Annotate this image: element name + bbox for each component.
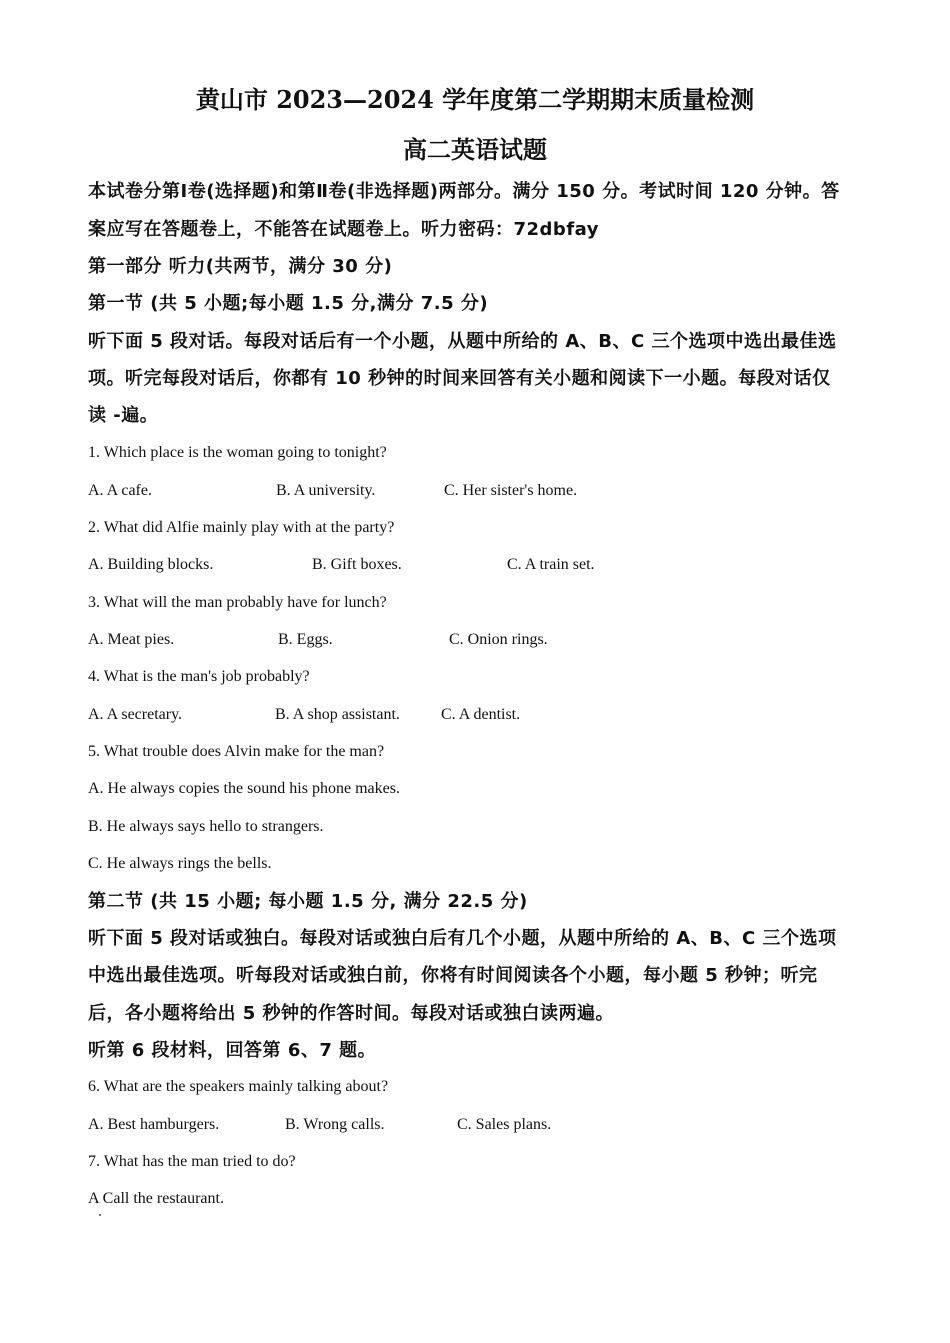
material-6-heading: 听第 6 段材料，回答第 6、7 题。 (88, 1040, 377, 1061)
part1-heading: 第一部分 听力(共两节，满分 30 分) (88, 256, 393, 277)
question-3-option-b: B. Eggs. (278, 631, 333, 648)
question-5-option-b: B. He always says hello to strangers. (88, 818, 324, 835)
question-2-stem: 2. What did Alfie mainly play with at the party? (88, 519, 395, 536)
exam-title: 黄山市 2023—2024 学年度第二学期期末质量检测 (195, 85, 755, 114)
question-4-option-b: B. A shop assistant. (275, 706, 400, 723)
question-3-stem: 3. What will the man probably have for lunch? (88, 594, 387, 611)
question-4-option-a: A. A secretary. (88, 706, 183, 723)
section1-instruction-1: 听下面 5 段对话。每段对话后有一个小题，从题中所给的 A、B、C 三个选项中选出最佳选 (88, 331, 837, 352)
section1-instruction-2: 项。听完每段对话后，你都有 10 秒钟的时间来回答有关小题和阅读下一小题。每段对话仅 (88, 368, 831, 389)
question-1-option-c: C. Her sister's home. (444, 482, 578, 499)
question-5-option-a: A. He always copies the sound his phone makes. (88, 780, 400, 797)
intro-line-1: 本试卷分第Ⅰ卷(选择题)和第Ⅱ卷(非选择题)两部分。满分 150 分。考试时间 120 分钟。答 (88, 181, 840, 202)
question-7-stem: 7. What has the man tried to do? (88, 1153, 296, 1170)
scan-dot-mark (99, 1214, 101, 1216)
question-7-option-a: A Call the restaurant. (88, 1190, 224, 1207)
section2-instruction-1: 听下面 5 段对话或独白。每段对话或独白后有几个小题，从题中所给的 A、B、C 三个选项 (88, 928, 837, 949)
exam-subtitle: 高二英语试题 (403, 135, 547, 164)
question-6-option-b: B. Wrong calls. (285, 1116, 385, 1133)
section2-heading: 第二节 (共 15 小题; 每小题 1.5 分, 满分 22.5 分) (88, 891, 528, 912)
question-3-option-a: A. Meat pies. (88, 631, 175, 648)
question-3-option-c: C. Onion rings. (449, 631, 548, 648)
question-4-stem: 4. What is the man's job probably? (88, 668, 310, 685)
question-1-option-a: A. A cafe. (88, 482, 152, 499)
question-1-stem: 1. Which place is the woman going to tonight? (88, 444, 387, 461)
question-1-option-b: B. A university. (276, 482, 376, 499)
section2-instruction-2: 中选出最佳选项。听每段对话或独白前，你将有时间阅读各个小题，每小题 5 秒钟；听完 (88, 965, 818, 986)
question-4-option-c: C. A dentist. (441, 706, 521, 723)
question-5-option-c: C. He always rings the bells. (88, 855, 272, 872)
section1-instruction-3: 读 -遍。 (88, 405, 159, 426)
question-2-option-a: A. Building blocks. (88, 556, 214, 573)
question-2-option-c: C. A train set. (507, 556, 595, 573)
section1-heading: 第一节 (共 5 小题;每小题 1.5 分,满分 7.5 分) (88, 293, 489, 314)
question-6-option-c: C. Sales plans. (457, 1116, 552, 1133)
question-5-stem: 5. What trouble does Alvin make for the man? (88, 743, 385, 760)
section2-instruction-3: 后，各小题将给出 5 秒钟的作答时间。每段对话或独白读两遍。 (88, 1003, 615, 1024)
question-2-option-b: B. Gift boxes. (312, 556, 402, 573)
question-6-option-a: A. Best hamburgers. (88, 1116, 220, 1133)
question-6-stem: 6. What are the speakers mainly talking about? (88, 1078, 389, 1095)
intro-line-2: 案应写在答题卷上，不能答在试题卷上。听力密码：72dbfay (88, 219, 599, 240)
